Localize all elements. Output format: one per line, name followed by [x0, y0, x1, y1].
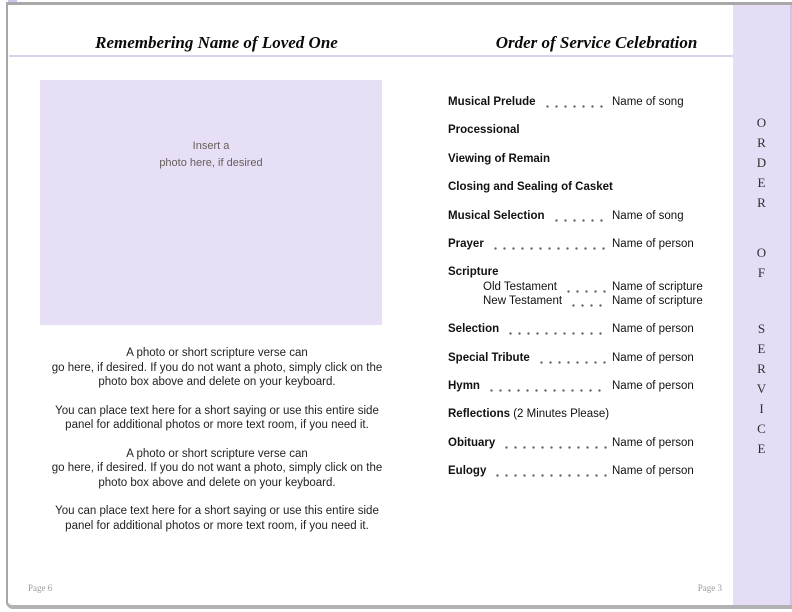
order-item-label: Old Testament — [483, 280, 557, 293]
banner-letter: F — [757, 265, 766, 280]
dot-leader — [537, 352, 607, 365]
order-item — [448, 408, 716, 436]
banner-letter: E — [757, 175, 766, 190]
banner-letter: C — [757, 421, 766, 436]
order-of-service-list — [448, 96, 716, 493]
order-sub-item — [448, 281, 716, 295]
order-item — [448, 181, 716, 209]
order-item-label: Closing and Sealing of Casket — [448, 181, 613, 194]
photo-placeholder-box[interactable] — [40, 80, 382, 325]
order-item-label: Musical Prelude — [448, 96, 536, 108]
order-item — [448, 266, 716, 280]
order-sub-item — [448, 295, 716, 323]
order-item-value: Name of person — [612, 237, 694, 250]
right-page-title: Order of Service Celebration — [495, 33, 698, 52]
right-page-number: Page 3 — [697, 583, 722, 593]
order-item-label: Obituary — [448, 436, 496, 449]
order-item-label: Reflections — [448, 408, 510, 421]
banner-letter: V — [756, 381, 767, 396]
paragraph-line: You can place text here for a short saying or use this entire side — [55, 404, 379, 417]
order-item — [448, 437, 716, 465]
order-item-value: Name of person — [612, 436, 694, 449]
order-item-value: Name of scripture — [612, 280, 703, 293]
banner-letter: I — [759, 401, 764, 416]
banner-letter: E — [757, 441, 766, 456]
order-item-label: Special Tribute — [448, 351, 530, 364]
corner-mark — [8, 0, 17, 3]
photo-placeholder-line1: Insert a — [192, 140, 230, 152]
order-item — [448, 96, 716, 124]
paragraph-line: photo box above and delete on your keyboard. — [98, 376, 336, 388]
order-item-label: Viewing of Remain — [448, 152, 551, 165]
paragraph-line: panel for additional photos or more text room, if you need it. — [65, 519, 369, 532]
order-item-label: Musical Selection — [448, 209, 545, 222]
order-item — [448, 153, 716, 181]
banner-letter: R — [757, 361, 766, 376]
paragraph-line: go here, if desired. If you do not want a photo, simply click on the — [51, 361, 383, 374]
left-page-paragraph — [29, 346, 405, 390]
left-page-paragraph — [29, 404, 405, 433]
order-item-value: Name of scripture — [612, 294, 703, 307]
order-item — [448, 238, 716, 266]
order-item — [448, 210, 716, 238]
order-item-value: Name of song — [612, 96, 684, 108]
order-item-note: (2 Minutes Please) — [510, 408, 610, 421]
dot-leader — [493, 465, 607, 478]
order-item — [448, 380, 716, 408]
photo-placeholder-line2: photo here, if desired — [159, 157, 263, 169]
banner-letter: E — [757, 341, 766, 356]
paragraph-line: A photo or short scripture verse can — [126, 347, 308, 359]
dot-leader — [552, 210, 607, 223]
order-item-label: Prayer — [448, 237, 484, 250]
header-divider — [9, 55, 733, 57]
order-item-value: Name of song — [612, 209, 684, 222]
paragraph-line: You can place text here for a short saying or use this entire side — [55, 505, 379, 517]
order-item-value: Name of person — [612, 323, 694, 336]
photo-placeholder-text — [40, 138, 382, 172]
order-item-value: Name of person — [612, 379, 694, 392]
paragraph-line: photo box above and delete on your keyboard. — [98, 476, 336, 489]
left-page-paragraphs — [29, 346, 405, 547]
dot-leader — [569, 295, 607, 308]
paragraph-line: go here, if desired. If you do not want a photo, simply click on the — [51, 462, 383, 474]
dot-leader — [487, 380, 607, 393]
dot-leader — [564, 281, 607, 294]
order-item-label: Selection — [448, 323, 500, 336]
left-page-title: Remembering Name of Loved One — [95, 33, 338, 52]
dot-leader — [491, 238, 607, 251]
banner-letter: D — [756, 155, 767, 170]
dot-leader — [543, 96, 607, 109]
dot-leader — [506, 323, 607, 336]
order-item-value: Name of person — [612, 465, 694, 478]
order-item — [448, 124, 716, 152]
banner-letter: S — [757, 321, 766, 336]
order-item-label: New Testament — [483, 294, 563, 307]
order-item — [448, 352, 716, 380]
banner-letter: R — [757, 195, 766, 210]
banner-letter: O — [756, 245, 767, 260]
order-item-value: Name of person — [612, 351, 694, 364]
banner-letter: O — [756, 115, 767, 130]
order-item-label: Scripture — [448, 266, 499, 279]
order-of-service-banner — [733, 5, 792, 605]
left-page-paragraph — [29, 447, 405, 491]
order-item-label: Hymn — [448, 379, 480, 392]
order-item-label: Eulogy — [448, 465, 487, 478]
banner-letter: R — [757, 135, 766, 150]
order-item — [448, 465, 716, 493]
order-item — [448, 323, 716, 351]
order-item-label: Processional — [448, 124, 520, 137]
paragraph-line: A photo or short scripture verse can — [126, 447, 308, 460]
paragraph-line: panel for additional photos or more text room, if you need it. — [65, 419, 369, 431]
dot-leader — [502, 437, 607, 450]
left-page-number: Page 6 — [28, 583, 53, 593]
left-page-paragraph — [29, 504, 405, 533]
